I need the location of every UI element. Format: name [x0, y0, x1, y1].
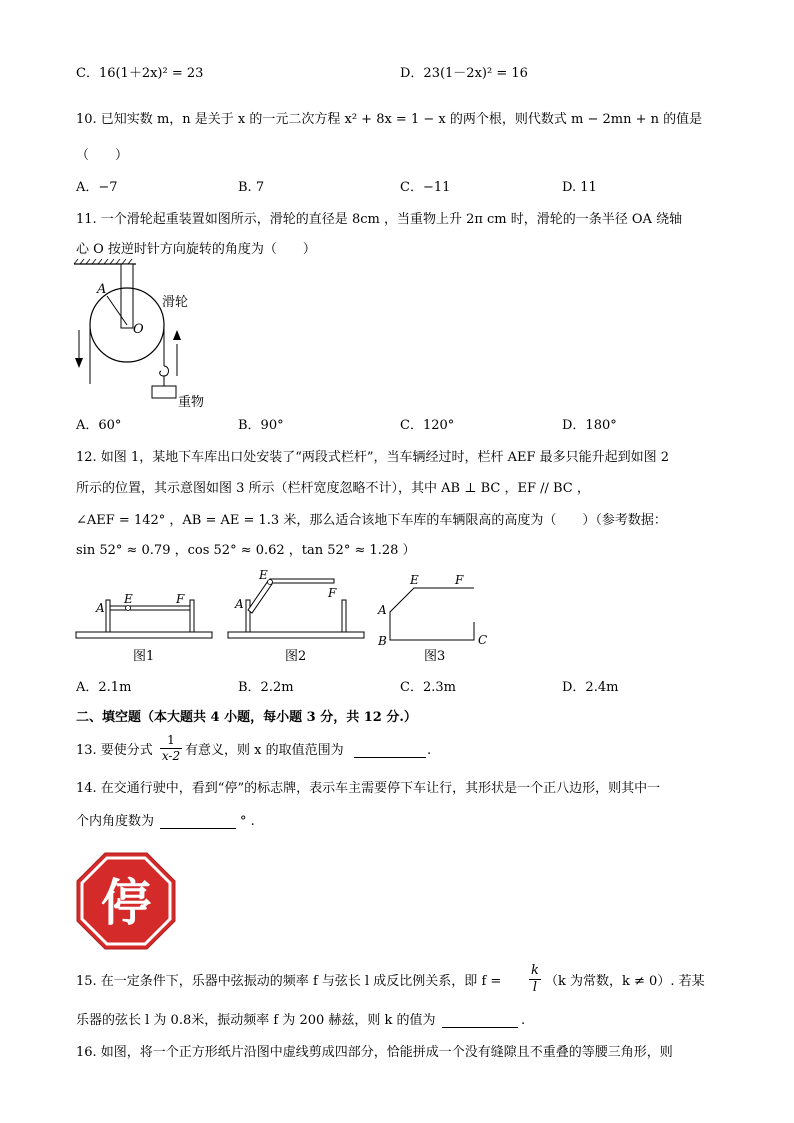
q11-option-b: B．90° [238, 418, 284, 433]
q12-fig1-label-f: F [176, 592, 185, 606]
q15-answer-blank[interactable] [442, 1015, 518, 1028]
q12-fig3-label-e: E [410, 573, 419, 587]
q12-fig3-label-c: C [478, 633, 488, 647]
q13-text-after: 有意义，则 x 的取值范围为 [185, 743, 344, 758]
q12-fig3-label-b: B [378, 634, 387, 648]
q12-figure-3 [374, 570, 494, 648]
stop-sign-char: 停 [101, 874, 151, 932]
q12-option-c: C．2.3m [400, 680, 456, 695]
q12-fig2-label-a: A [235, 597, 244, 611]
q11-stem-line1: 11. 一个滑轮起重装置如图所示，滑轮的直径是 8cm ，当重物上升 2π cm 时，滑轮的一条半径 OA 绕轴 [76, 212, 683, 227]
q13-fraction-denominator: x-2 [161, 749, 181, 763]
q10-option-d: D. 11 [562, 180, 597, 195]
q12-fig2-caption: 图2 [285, 649, 307, 664]
q11-option-c: C．120° [400, 418, 455, 433]
q14-stem-line2-after: ° . [240, 814, 255, 829]
q10-option-c: C．−11 [400, 180, 451, 195]
q10-option-b: B. 7 [238, 180, 265, 195]
q11-label-weight: 重物 [178, 395, 205, 410]
q15-fraction-numerator: k [531, 963, 539, 978]
q11-stem-line2: 心 O 按逆时针方向旋转的角度为（ ） [76, 242, 316, 257]
q12-fig1-caption: 图1 [133, 649, 155, 664]
q14-stem-line1: 14. 在交通行驶中，看到“停”的标志牌，表示车主需要停下车让行，其形状是一个正八边形，则其中一 [76, 781, 661, 796]
q15-fraction-denominator: l [532, 980, 538, 995]
q12-fig1-label-e: E [124, 592, 133, 606]
q15-line1-before: 15. 在一定条件下，乐器中弦振动的频率 f 与弦长 l 成反比例关系，即 f = [76, 974, 502, 989]
q12-figure-2 [226, 568, 368, 644]
q13-text-end: . [427, 743, 432, 758]
section-2-heading: 二、填空题（本大题共 4 小题，每小题 3 分，共 12 分.） [76, 710, 417, 725]
q15-line2-before: 乐器的弦长 l 为 0.8米，振动频率 f 为 200 赫兹，则 k 的值为 [76, 1013, 436, 1028]
q11-option-d: D．180° [562, 418, 617, 433]
q13-fraction-numerator: 1 [167, 733, 175, 747]
q12-figure-1 [74, 590, 216, 644]
q14-answer-blank[interactable] [160, 816, 236, 829]
q13-text-before: 13. 要使分式 [76, 743, 153, 758]
q10-option-a: A．−7 [76, 180, 118, 195]
q13-fraction [160, 734, 182, 762]
q11-label-o: O [133, 322, 144, 337]
q15-line2-after: . [521, 1013, 526, 1028]
q15-fraction [529, 964, 541, 994]
q12-stem-line2: 所示的位置，其示意图如图 3 所示（栏杆宽度忽略不计），其中 AB ⊥ BC ，EF // BC ， [76, 481, 590, 496]
stop-sign-octagon [76, 852, 176, 950]
q12-stem-line1: 12. 如图 1，某地下车库出口处安装了“两段式栏杆”，当车辆经过时，栏杆 AEF 最多只能升起到如图 2 [76, 450, 670, 465]
q12-stem-line3: ∠AEF = 142° ，AB = AE = 1.3 米，那么适合该地下车库的车辆限高的高度为（ ）（参考数据： [76, 513, 667, 528]
q12-fig2-label-f: F [328, 586, 337, 600]
q11-option-a: A．60° [76, 418, 122, 433]
q12-option-b: B．2.2m [238, 680, 294, 695]
q12-fig3-caption: 图3 [424, 649, 446, 664]
q11-label-a: A [97, 282, 107, 297]
q12-option-d: D．2.4m [562, 680, 619, 695]
q9-option-d: D．23(1－2x)² = 16 [400, 66, 528, 81]
q11-pulley-figure [70, 258, 230, 413]
q15-line1-after: （k 为常数，k ≠ 0）. 若某 [545, 974, 705, 989]
q12-fig1-label-a: A [96, 601, 105, 615]
q12-fig3-label-f: F [455, 573, 464, 587]
q13-answer-blank[interactable] [354, 745, 426, 758]
q10-stem: 10. 已知实数 m，n 是关于 x 的一元二次方程 x² + 8x = 1 − x 的两个根，则代数式 m − 2mn + n 的值是 [76, 112, 703, 127]
q12-stem-line4: sin 52° ≈ 0.79 ，cos 52° ≈ 0.62 ，tan 52° ≈ 1.28 ） [76, 543, 416, 558]
q9-option-c: C．16(1＋2x)² = 23 [76, 66, 204, 81]
q16-stem-line1: 16. 如图，将一个正方形纸片沿图中虚线剪成四部分，恰能拼成一个没有缝隙且不重叠的等腰三角形，则 [76, 1045, 673, 1060]
q14-stem-line2-before: 个内角度数为 [76, 814, 155, 829]
q12-fig2-label-e: E [259, 568, 268, 582]
q12-option-a: A．2.1m [76, 680, 132, 695]
q11-label-pulley: 滑轮 [162, 295, 189, 310]
q10-answer-paren: （ ） [76, 148, 129, 163]
q12-fig3-label-a: A [378, 603, 387, 617]
